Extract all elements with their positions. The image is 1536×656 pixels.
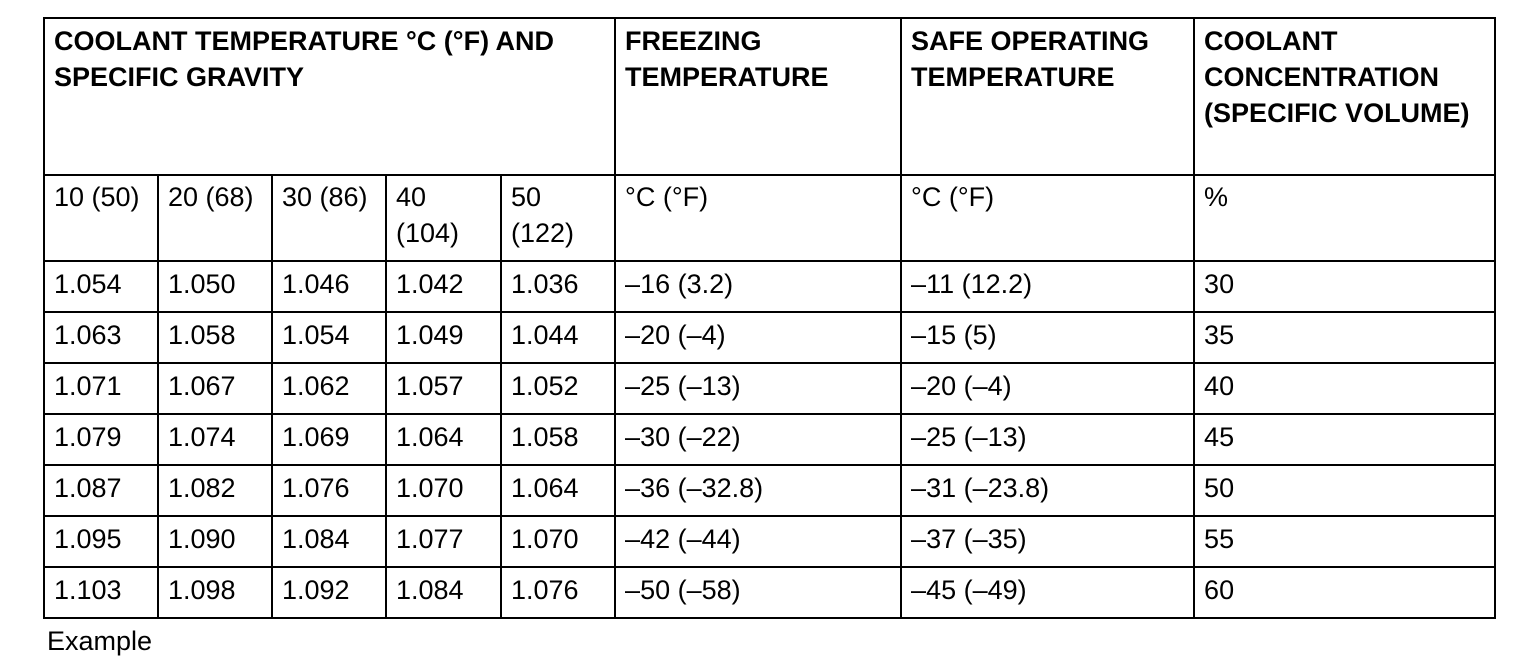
concentration-cell: 55 [1194,516,1495,567]
subheader-temp-40: 40 (104) [386,175,501,261]
table-row [44,363,1495,414]
sg-cell: 1.052 [501,363,615,414]
sg-cell: 1.098 [158,567,272,618]
subheader-temp-20: 20 (68) [158,175,272,261]
sg-cell: 1.082 [158,465,272,516]
subheader-temp-50: 50 (122) [501,175,615,261]
freezing-cell: –42 (–44) [615,516,901,567]
sg-cell: 1.103 [44,567,158,618]
header-safe-operating-temperature: SAFE OPERATING TEMPERATURE [901,18,1194,175]
sg-cell: 1.058 [158,312,272,363]
sg-cell: 1.074 [158,414,272,465]
concentration-cell: 40 [1194,363,1495,414]
sg-cell: 1.058 [501,414,615,465]
concentration-cell: 45 [1194,414,1495,465]
header-coolant-concentration: COOLANT CONCENTRATION (SPECIFIC VOLUME) [1194,18,1495,175]
sg-cell: 1.095 [44,516,158,567]
sg-cell: 1.076 [272,465,386,516]
sg-cell: 1.077 [386,516,501,567]
table-row [44,312,1495,363]
table-row [44,465,1495,516]
table-row [44,414,1495,465]
sg-cell: 1.070 [386,465,501,516]
header-freezing-temperature: FREEZING TEMPERATURE [615,18,901,175]
sg-cell: 1.057 [386,363,501,414]
concentration-cell: 30 [1194,261,1495,312]
concentration-cell: 35 [1194,312,1495,363]
subheader-freezing-unit: °C (°F) [615,175,901,261]
example-caption: Example [47,626,153,656]
header-row [44,18,1495,175]
subheader-safe-unit: °C (°F) [901,175,1194,261]
sg-cell: 1.063 [44,312,158,363]
coolant-specific-gravity-table [43,17,1496,619]
safe-cell: –11 (12.2) [901,261,1194,312]
freezing-cell: –16 (3.2) [615,261,901,312]
concentration-cell: 60 [1194,567,1495,618]
sg-cell: 1.090 [158,516,272,567]
sg-cell: 1.084 [272,516,386,567]
safe-cell: –25 (–13) [901,414,1194,465]
sg-cell: 1.042 [386,261,501,312]
sg-cell: 1.084 [386,567,501,618]
subheader-temp-10: 10 (50) [44,175,158,261]
concentration-cell: 50 [1194,465,1495,516]
subheader-concentration-unit: % [1194,175,1495,261]
table-row [44,261,1495,312]
sg-cell: 1.087 [44,465,158,516]
freezing-cell: –36 (–32.8) [615,465,901,516]
safe-cell: –15 (5) [901,312,1194,363]
sg-cell: 1.071 [44,363,158,414]
freezing-cell: –20 (–4) [615,312,901,363]
safe-cell: –31 (–23.8) [901,465,1194,516]
table-row [44,516,1495,567]
sg-cell: 1.067 [158,363,272,414]
freezing-cell: –30 (–22) [615,414,901,465]
sg-cell: 1.036 [501,261,615,312]
sg-cell: 1.064 [501,465,615,516]
sg-cell: 1.070 [501,516,615,567]
sg-cell: 1.054 [272,312,386,363]
freezing-cell: –25 (–13) [615,363,901,414]
sg-cell: 1.062 [272,363,386,414]
sg-cell: 1.054 [44,261,158,312]
sg-cell: 1.044 [501,312,615,363]
sg-cell: 1.092 [272,567,386,618]
safe-cell: –37 (–35) [901,516,1194,567]
sg-cell: 1.076 [501,567,615,618]
sg-cell: 1.049 [386,312,501,363]
table-row [44,567,1495,618]
subheader-temp-30: 30 (86) [272,175,386,261]
sg-cell: 1.046 [272,261,386,312]
header-coolant-temperature-specific-gravity: COOLANT TEMPERATURE °C (°F) AND SPECIFIC GRAVITY [44,18,615,175]
sg-cell: 1.050 [158,261,272,312]
sg-cell: 1.069 [272,414,386,465]
safe-cell: –20 (–4) [901,363,1194,414]
safe-cell: –45 (–49) [901,567,1194,618]
freezing-cell: –50 (–58) [615,567,901,618]
sg-cell: 1.079 [44,414,158,465]
sg-cell: 1.064 [386,414,501,465]
subheader-row [44,175,1495,261]
